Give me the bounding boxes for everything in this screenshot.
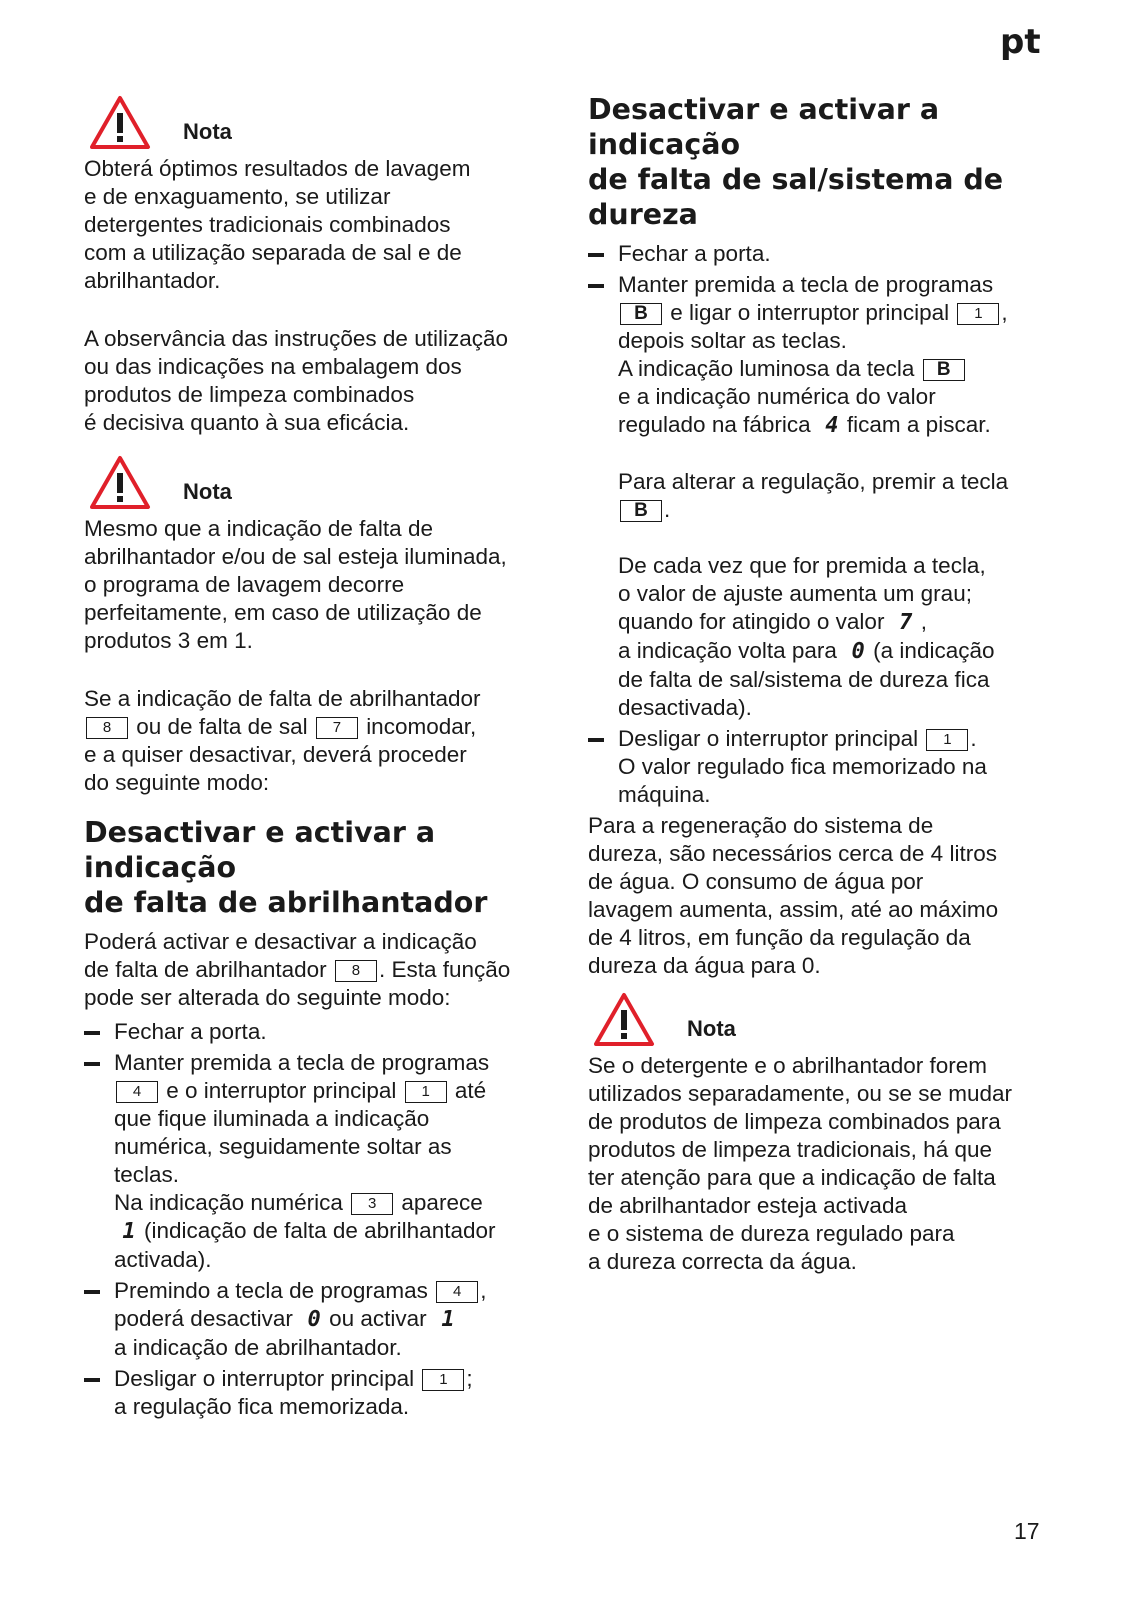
key-label-8: 8 bbox=[335, 960, 377, 982]
note-label: Nota bbox=[183, 119, 232, 144]
key-label-1: 1 bbox=[957, 303, 999, 325]
key-label-b: B bbox=[923, 359, 965, 381]
digit-display: 0 bbox=[851, 639, 865, 664]
key-label-1: 1 bbox=[926, 729, 968, 751]
step-list bbox=[588, 240, 1048, 809]
key-label-4: 4 bbox=[116, 1081, 158, 1103]
warning-icon bbox=[89, 95, 151, 151]
left-column bbox=[84, 95, 554, 1424]
key-label-7: 7 bbox=[316, 717, 358, 739]
key-label-b: B bbox=[620, 303, 662, 325]
digit-display: 0 bbox=[307, 1307, 321, 1332]
step-item: Desligar o interruptor principal 1 ; a regulação fica memorizada. bbox=[84, 1365, 554, 1421]
note-text: Obterá óptimos resultados de lavagem e de enxaguamento, se utilizar detergentes tradicionais combinados com a utilização separada de sal e de abrilhantador. bbox=[84, 156, 471, 293]
step-item: Fechar a porta. bbox=[84, 1018, 554, 1046]
step-item: Manter premida a tecla de programas 4 e o interruptor principal 1 até que fique iluminada a indicação numérica, seguidamente soltar as teclas. Na indicação numérica 3 aparece 1 (indicação de falta de abrilhantador activada). bbox=[84, 1049, 554, 1274]
note-header bbox=[588, 992, 1048, 1050]
paragraph: A observância das instruções de utilização ou das indicações na embalagem dos produtos de limpeza combinados é decisiva quanto à sua eficácia. bbox=[84, 326, 508, 435]
note-label: Nota bbox=[687, 1016, 736, 1041]
key-label-1: 1 bbox=[422, 1369, 464, 1391]
digit-display: 1 bbox=[441, 1307, 455, 1332]
digit-display: 4 bbox=[825, 413, 839, 438]
digit-display: 7 bbox=[899, 610, 913, 635]
paragraph: Se a indicação de falta de abrilhantador 8 ou de falta de sal 7 incomodar, e a quiser desactivar, deverá proceder do seguinte modo: bbox=[84, 686, 481, 795]
key-label-8: 8 bbox=[86, 717, 128, 739]
paragraph: Para a regeneração do sistema de dureza, são necessários cerca de 4 litros de água. O consumo de água por lavagem aumenta, assim, até ao máximo de 4 litros, em função da regulação da dureza da água para 0. bbox=[588, 813, 999, 978]
step-list bbox=[84, 1018, 554, 1421]
note-header bbox=[84, 455, 554, 513]
key-label-b: B bbox=[620, 500, 662, 522]
note-header bbox=[84, 95, 554, 153]
warning-icon bbox=[89, 455, 151, 511]
note-text: Mesmo que a indicação de falta de abrilhantador e/ou de sal esteja iluminada, o programa de lavagem decorre perfeitamente, em caso de utilização de produtos 3 em 1. bbox=[84, 516, 507, 653]
note-text: Se o detergente e o abrilhantador forem utilizados separadamente, ou se se mudar de produtos de limpeza combinados para produtos de limpeza tradicionais, há que ter atenção para que a indicação de falta de abrilhantador esteja activada e o sistema de dureza regulado para a dureza correcta da água. bbox=[588, 1053, 1012, 1274]
step-item: Premindo a tecla de programas 4 , poderá desactivar 0 ou activar 1 a indicação de abrilhantador. bbox=[84, 1277, 554, 1362]
digit-display: 1 bbox=[122, 1219, 136, 1244]
page-number: 17 bbox=[1014, 1518, 1040, 1544]
warning-icon bbox=[593, 992, 655, 1048]
step-item: Fechar a porta. bbox=[588, 240, 1048, 268]
section-heading: Desactivar e activar a indicação de falta de sal/sistema de dureza bbox=[588, 93, 1004, 231]
section-heading: Desactivar e activar a indicação de falta de abrilhantador bbox=[84, 816, 488, 919]
language-code: pt bbox=[1000, 22, 1041, 62]
key-label-4: 4 bbox=[436, 1281, 478, 1303]
key-label-1: 1 bbox=[405, 1081, 447, 1103]
key-label-3: 3 bbox=[351, 1193, 393, 1215]
note-label: Nota bbox=[183, 479, 232, 504]
step-item: Desligar o interruptor principal 1 . O valor regulado fica memorizado na máquina. bbox=[588, 725, 1048, 809]
right-column bbox=[588, 92, 1048, 1276]
paragraph: Poderá activar e desactivar a indicação de falta de abrilhantador 8 . Esta função pode ser alterada do seguinte modo: bbox=[84, 929, 511, 1010]
step-item: Manter premida a tecla de programas B e ligar o interruptor principal 1 , depois soltar as teclas. A indicação luminosa da tecla B e a indicação numérica do valor regulado na fábrica 4 ficam a piscar. Para alterar a regulação, premir a tecla B . De cada vez que for premida a tecla, o valor de ajuste aumenta um grau; quando for atingido o valor 7 , a indicação volta para 0 (a indicação de falta de sal/sistema de dureza fica desactivada). bbox=[588, 271, 1048, 722]
